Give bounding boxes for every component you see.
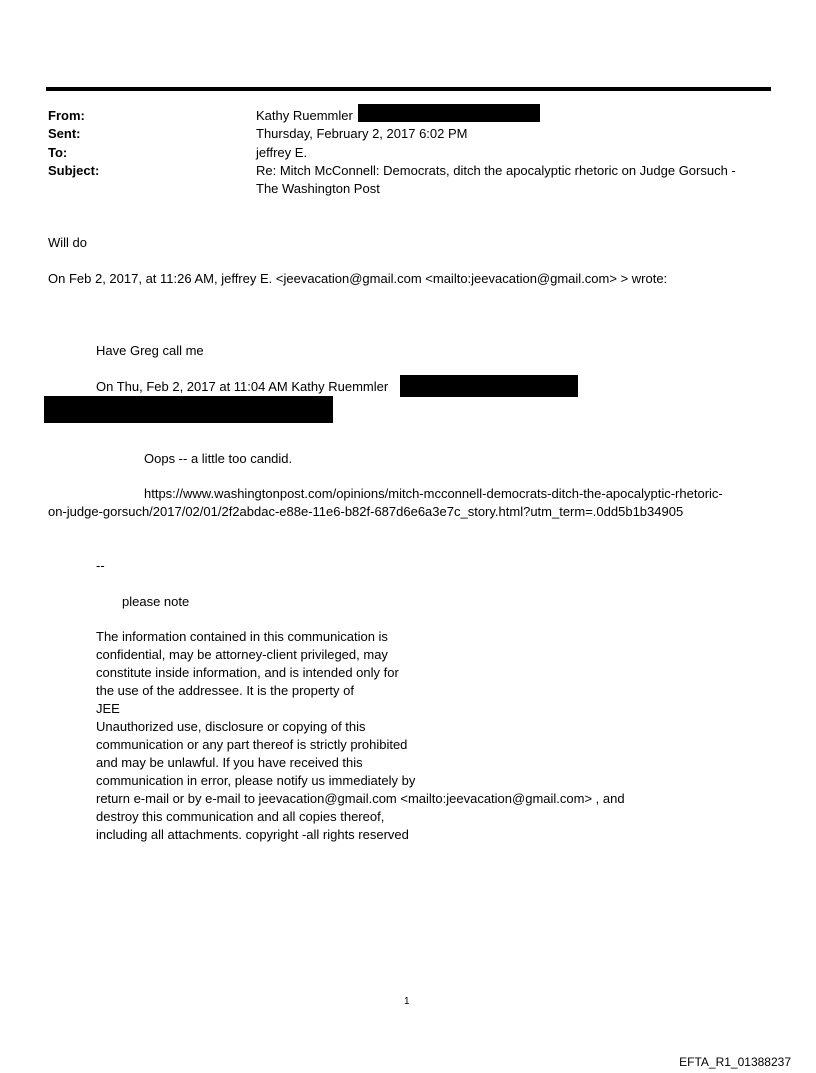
- nested-message: Oops -- a little too candid.: [144, 451, 293, 466]
- disclaimer-line: the use of the addressee. It is the property of: [96, 683, 354, 698]
- redaction-block: [44, 396, 333, 423]
- quote-intro: On Feb 2, 2017, at 11:26 AM, jeffrey E. <jeevacation@gmail.com <mailto:jeevacation@gmail.com> > wrote:: [48, 271, 668, 286]
- nested-quote-intro: On Thu, Feb 2, 2017 at 11:04 AM Kathy Ruemmler: [96, 379, 389, 394]
- from-label: From:: [48, 108, 85, 123]
- sent-label: Sent:: [48, 126, 81, 141]
- to-label: To:: [48, 145, 68, 160]
- header-rule: [46, 87, 771, 91]
- disclaimer-line: confidential, may be attorney-client privileged, may: [96, 647, 388, 662]
- disclaimer-line: communication or any part thereof is strictly prohibited: [96, 737, 408, 752]
- to-value: jeffrey E.: [256, 145, 308, 160]
- subject-line-2: The Washington Post: [256, 181, 380, 196]
- disclaimer-line: return e-mail or by e-mail to jeevacation@gmail.com <mailto:jeevacation@gmail.com> , and: [96, 791, 625, 806]
- disclaimer-line: JEE: [96, 701, 120, 716]
- disclaimer-line: constitute inside information, and is intended only for: [96, 665, 399, 680]
- signature-separator: --: [96, 558, 105, 573]
- subject-line-1: Re: Mitch McConnell: Democrats, ditch the apocalyptic rhetoric on Judge Gorsuch -: [256, 163, 736, 178]
- disclaimer-line: destroy this communication and all copies thereof,: [96, 809, 385, 824]
- from-value: Kathy Ruemmler: [256, 108, 353, 123]
- page-number: 1: [404, 996, 410, 1007]
- redaction-block: [358, 104, 540, 122]
- subject-label: Subject:: [48, 163, 100, 178]
- disclaimer-line: The information contained in this communication is: [96, 629, 388, 644]
- disclaimer-line: communication in error, please notify us immediately by: [96, 773, 416, 788]
- quoted-message: Have Greg call me: [96, 343, 204, 358]
- reply-text: Will do: [48, 235, 88, 250]
- sent-value: Thursday, February 2, 2017 6:02 PM: [256, 126, 468, 141]
- url-line-2: on-judge-gorsuch/2017/02/01/2f2abdac-e88e-11e6-b82f-687d6e6a3e7c_story.html?utm_term=.0dd5b1b34905: [48, 504, 684, 519]
- document-id: EFTA_R1_01388237: [679, 1055, 791, 1069]
- disclaimer-line: including all attachments. copyright -all rights reserved: [96, 827, 409, 842]
- disclaimer-line: and may be unlawful. If you have received this: [96, 755, 363, 770]
- url-line-1: https://www.washingtonpost.com/opinions/mitch-mcconnell-democrats-ditch-the-apocalyptic-rhetoric-: [144, 486, 723, 501]
- redaction-block: [400, 375, 578, 397]
- disclaimer-line: Unauthorized use, disclosure or copying of this: [96, 719, 366, 734]
- please-note: please note: [122, 594, 190, 609]
